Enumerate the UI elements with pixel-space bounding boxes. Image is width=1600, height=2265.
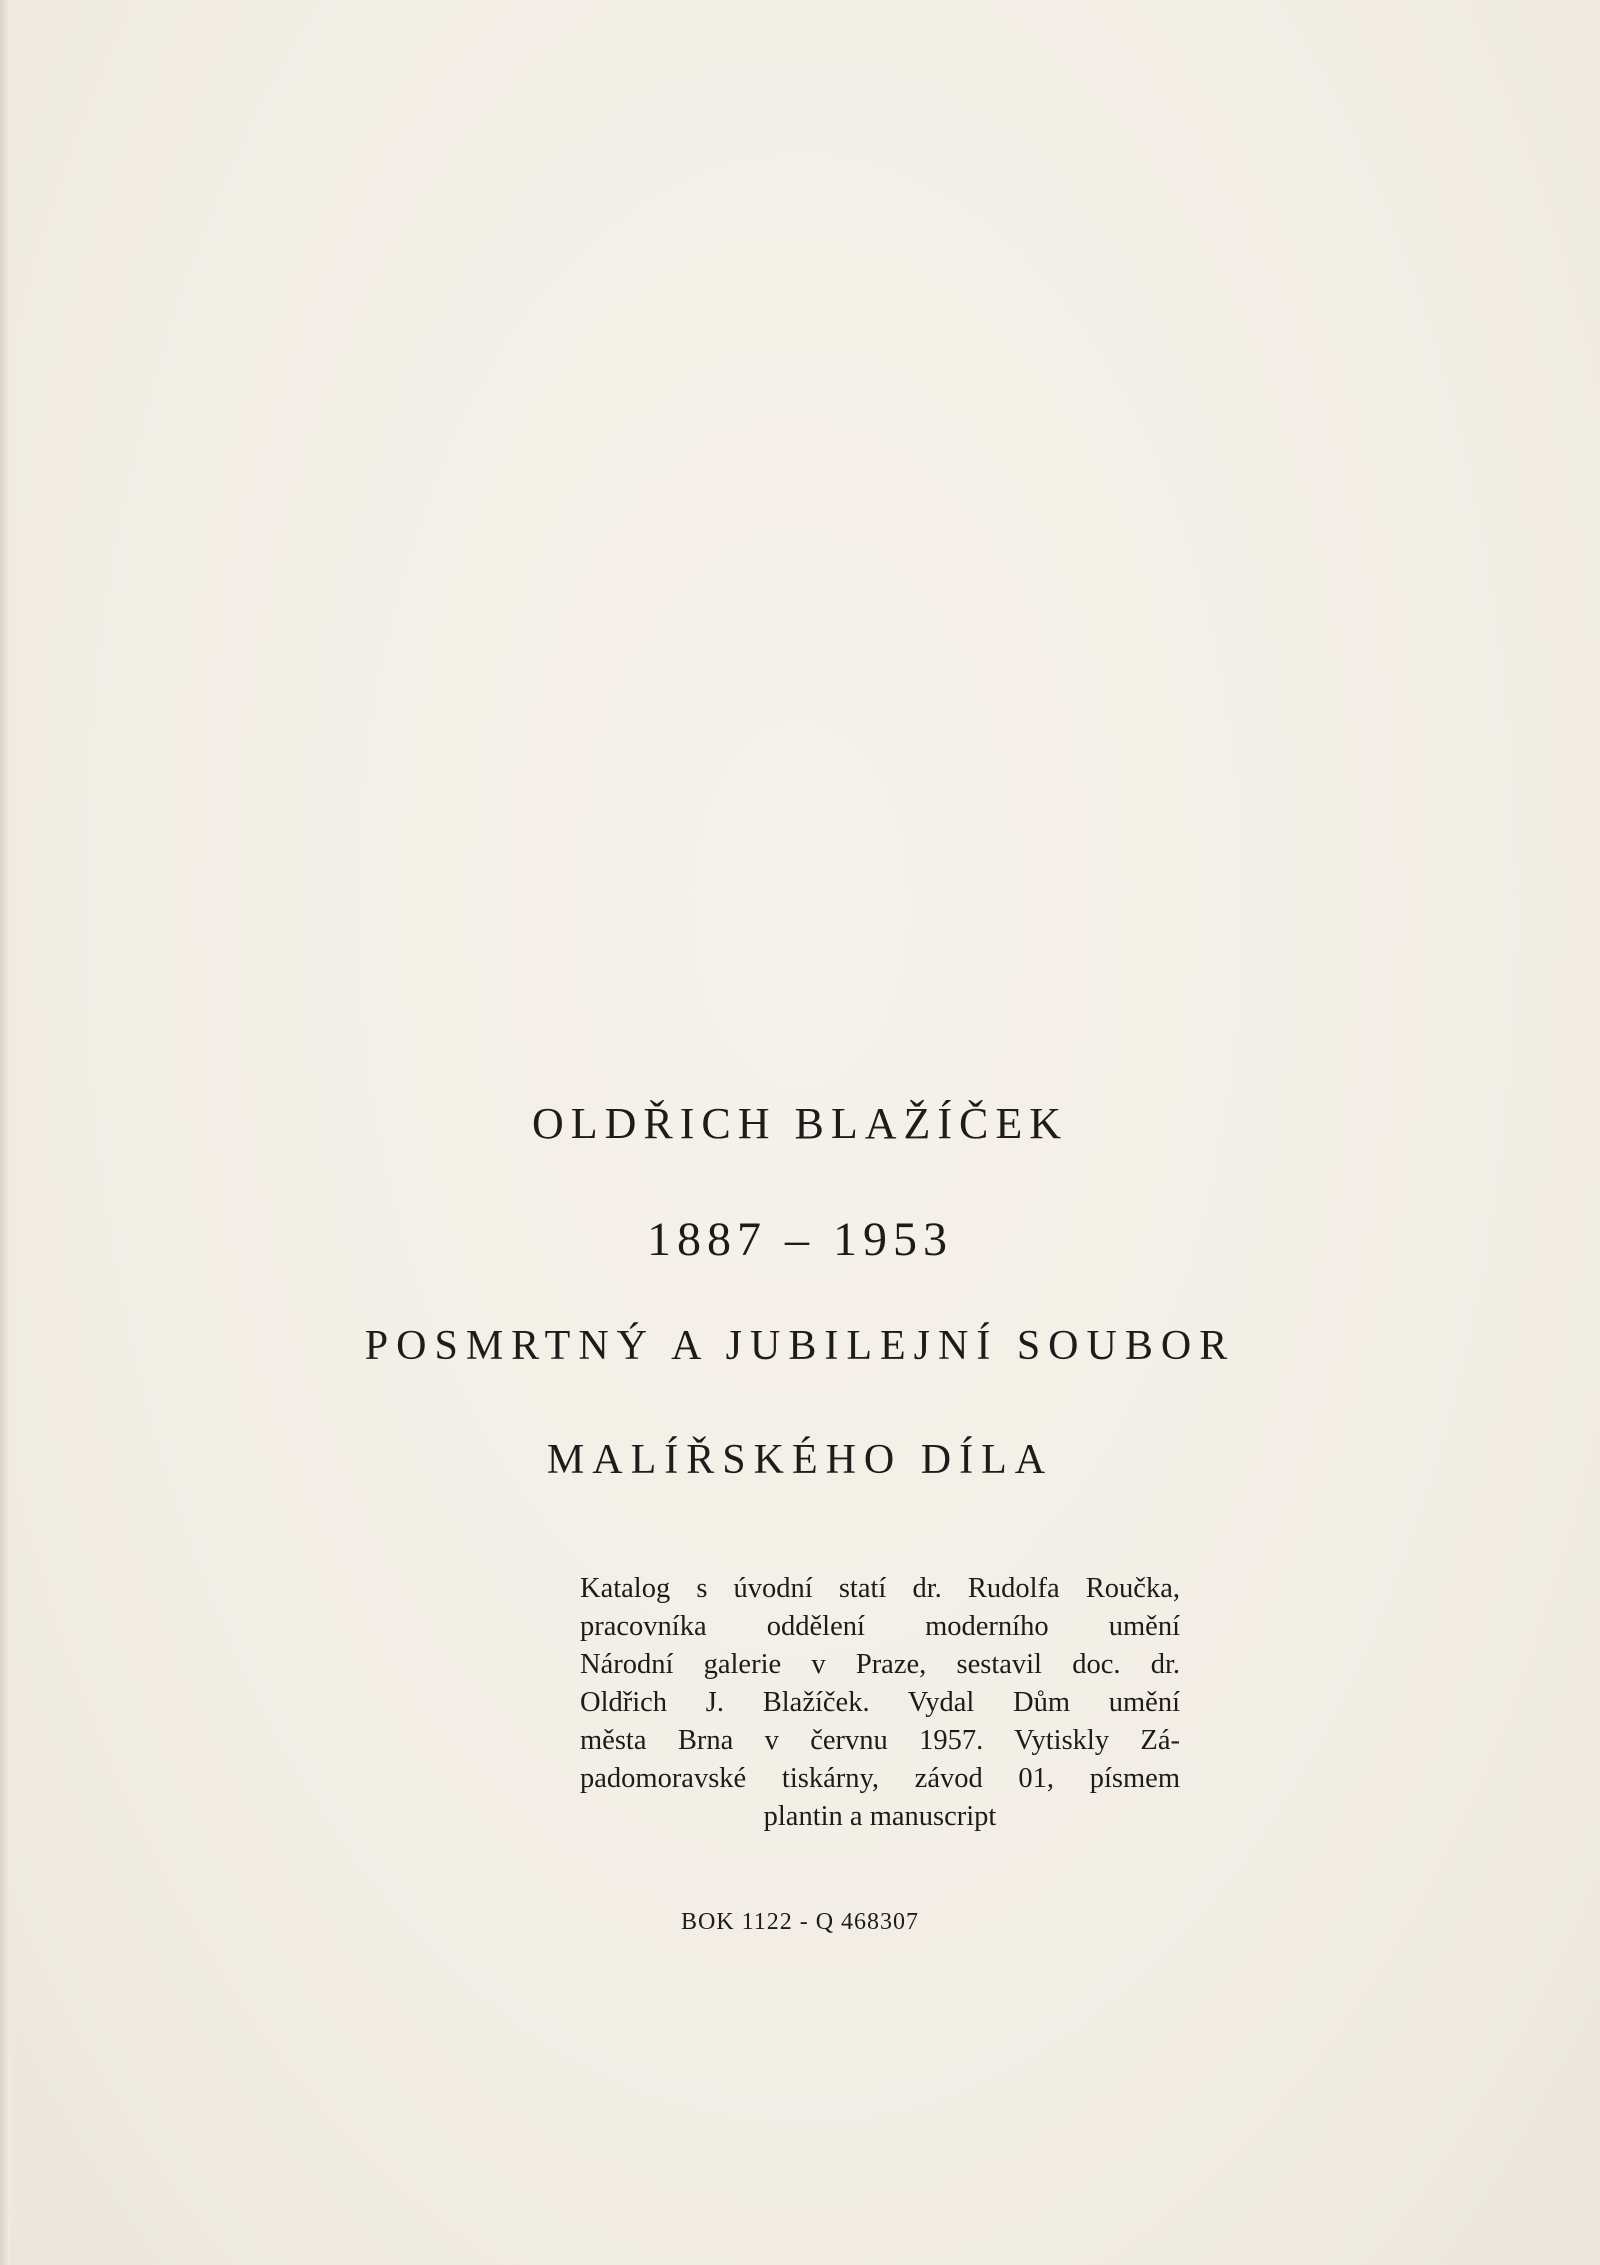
life-years: 1887 – 1953 [647,1213,953,1266]
colophon-line: města Brna v červnu 1957. Vytiskly Zá- [580,1725,1180,1756]
subtitle-line-2: MALÍŘSKÉHO DÍLA [546,1437,1054,1483]
colophon-line: Katalog s úvodní statí dr. Rudolfa Roučka, [580,1573,1180,1604]
publication-code: BOK 1122 - Q 468307 [680,1909,920,1935]
colophon-paragraph [580,1570,1180,1836]
subtitle-line-1: POSMRTNÝ A JUBILEJNÍ SOUBOR [364,1323,1236,1369]
colophon-line: pracovníka oddělení moderního umění [580,1611,1180,1642]
colophon-line: plantin a manuscript [763,1801,997,1832]
colophon-line: Národní galerie v Praze, sestavil doc. dr. [580,1649,1180,1680]
colophon-line: Oldřich J. Blažíček. Vydal Dům umění [580,1687,1180,1718]
author-name-heading: OLDŘICH BLAŽÍČEK [531,1099,1069,1148]
colophon-line: padomoravské tiskárny, závod 01, písmem [580,1763,1180,1794]
